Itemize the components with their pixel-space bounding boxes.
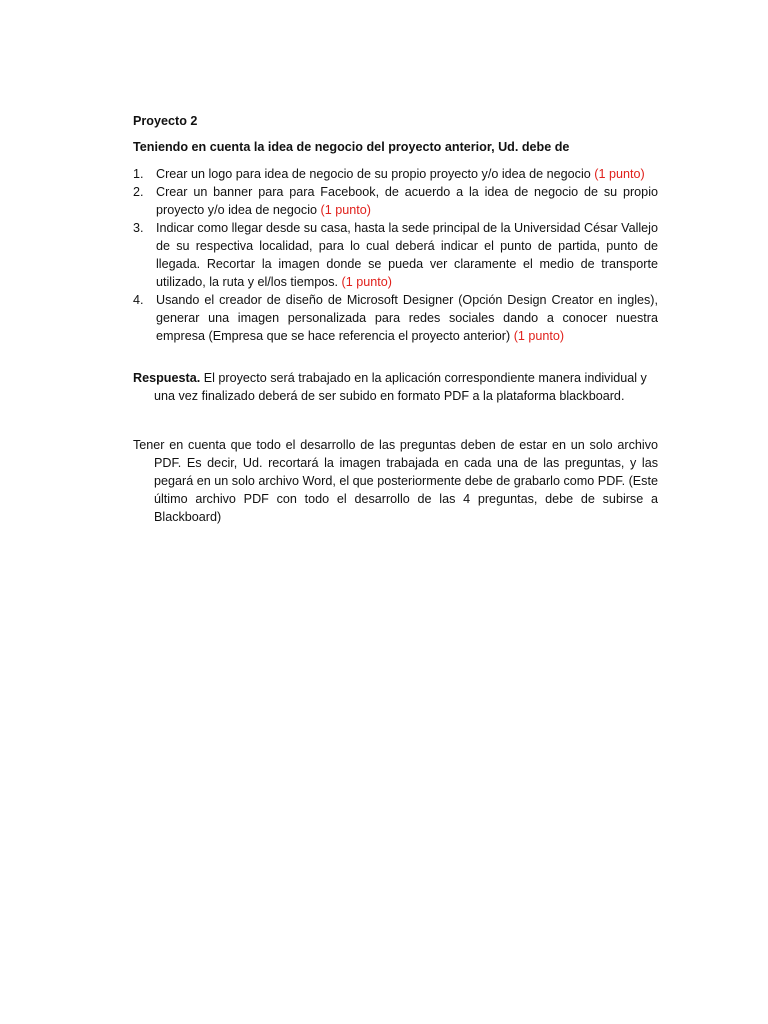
task-points: (1 punto) <box>594 167 645 181</box>
answer-text: El proyecto será trabajado en la aplicación correspondiente manera individual y una vez finalizado deberá de ser subido en formato PDF a la plataforma blackboard. <box>154 371 647 403</box>
answer-label: Respuesta. <box>133 371 201 385</box>
task-points: (1 punto) <box>513 329 565 343</box>
task-item <box>133 183 658 219</box>
task-points: (1 punto) <box>341 275 392 289</box>
task-list <box>133 165 658 345</box>
task-item <box>133 291 658 345</box>
task-item <box>133 219 658 291</box>
task-number: 2. <box>133 185 144 199</box>
task-text: Usando el creador de diseño de Microsoft Designer (Opción Design Creator en ingles), generar una imagen personalizada para redes sociales dando a conocer nuestra empresa (Empresa que se hace referencia el proyecto anterior) <box>156 293 658 343</box>
document-page <box>133 110 658 526</box>
document-title: Proyecto 2 <box>133 114 198 128</box>
task-points: (1 punto) <box>320 203 371 217</box>
task-number: 1. <box>133 167 144 181</box>
task-item <box>133 165 658 183</box>
answer-paragraph <box>133 369 658 405</box>
task-text: Indicar como llegar desde su casa, hasta la sede principal de la Universidad César Vallejo de su respectiva localidad, para lo cual deberá indicar el punto de partida, punto de llegada. Recortar la imagen donde se pueda ver claramente el medio de transporte utilizado, la ruta y el/los tiempos. <box>156 221 658 289</box>
task-number: 4. <box>133 293 144 307</box>
instructions-intro: Teniendo en cuenta la idea de negocio del proyecto anterior, Ud. debe de <box>133 140 570 154</box>
task-text: Crear un logo para idea de negocio de su propio proyecto y/o idea de negocio <box>156 167 595 181</box>
task-number: 3. <box>133 221 144 235</box>
task-text: Crear un banner para para Facebook, de acuerdo a la idea de negocio de su propio proyecto y/o idea de negocio <box>156 185 658 217</box>
submission-note: Tener en cuenta que todo el desarrollo de las preguntas deben de estar en un solo archivo PDF. Es decir, Ud. recortará la imagen trabajada en cada una de las preguntas, y las pegará en un solo archivo Word, el que posteriormente debe de grabarlo como PDF. (Este último archivo PDF con todo el desarrollo de las 4 preguntas, debe de subirse a Blackboard) <box>133 438 658 524</box>
